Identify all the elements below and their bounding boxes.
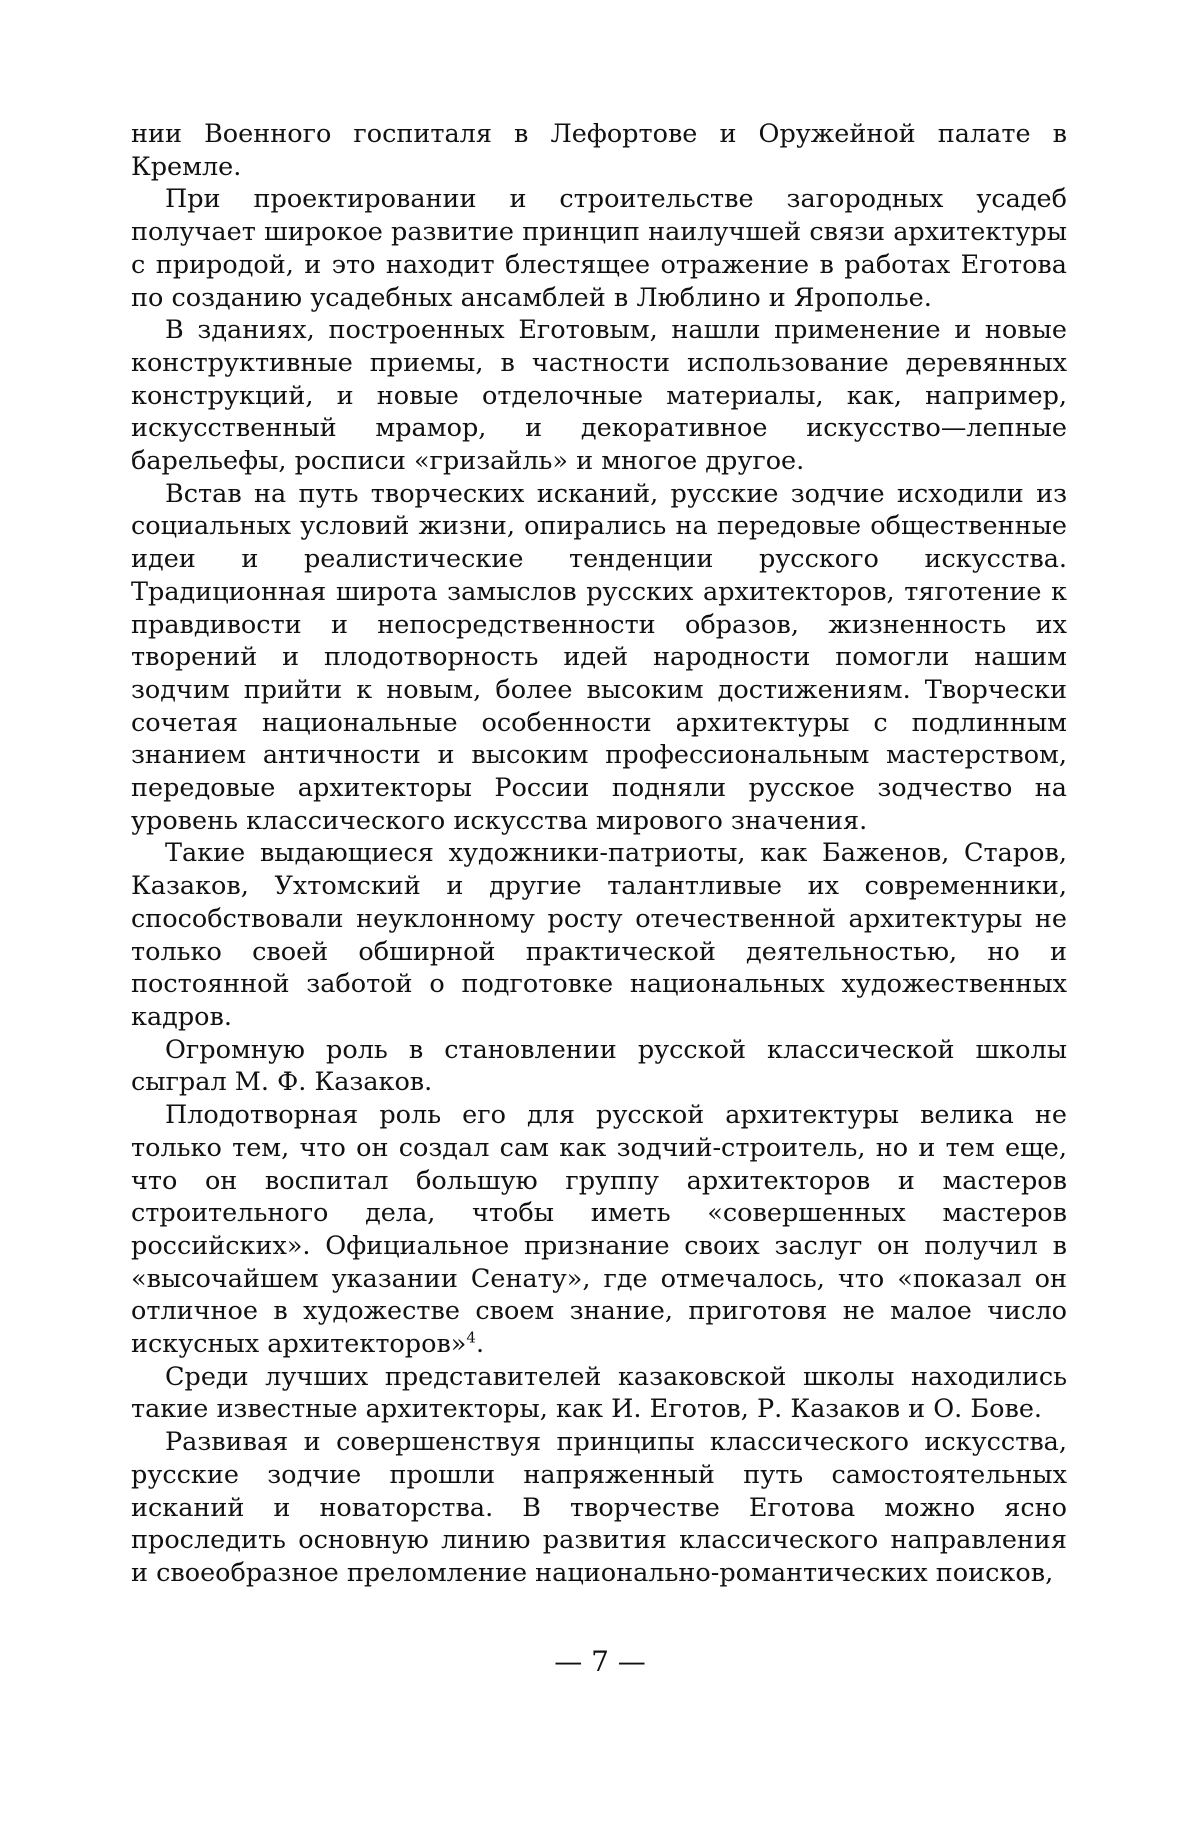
paragraph-7 xyxy=(131,1099,1067,1361)
page-number: — 7 — xyxy=(554,1645,646,1678)
paragraph-9: Развивая и совершенствуя принципы классического искусства, русские зодчие прошли напряженный путь самостоятельных исканий и новаторства. В творчестве Еготова можно ясно проследить основную линию развития классического направления и своеобразное преломление национально-романтических поисков, xyxy=(131,1427,1067,1588)
paragraph-7-end: . xyxy=(475,1329,485,1360)
paragraph-5: Такие выдающиеся художники-патриоты, как Баженов, Старов, Казаков, Ухтомский и другие талантливые их современники, способствовали неуклонному росту отечественной архитектуры не только своей обширной практической деятельностью, но и постоянной заботой о подготовке национальных художественных кадров. xyxy=(131,838,1067,1032)
paragraph-1: нии Военного госпиталя в Лефортове и Оружейной палате в Кремле. xyxy=(131,119,1067,182)
paragraph-8: Среди лучших представителей казаковской школы находились такие известные архитекторы, как И. Еготов, Р. Казаков и О. Бове. xyxy=(131,1361,1067,1425)
paragraph-6: Огромную роль в становлении русской классической школы сыграл М. Ф. Казаков. xyxy=(131,1034,1067,1098)
body-text xyxy=(131,118,1067,1590)
paragraph-3: В зданиях, построенных Еготовым, нашли применение и новые конструктивные приемы, в частности использование деревянных конструкций, и новые отделочные материалы, как, например, искусственный мрамор, и декоративное искусство—лепные барельефы, росписи «гризайль» и многое другое. xyxy=(131,315,1067,477)
footnote-marker[interactable]: 4 xyxy=(466,1328,476,1347)
paragraph-4: Встав на путь творческих исканий, русские зодчие исходили из социальных условий жизни, опирались на передовые общественные идеи и реалистические тенденции русского искусства. Традиционная широта замыслов русских архитекторов, тяготение к правдивости и непосредственности образов, жизненность их творений и плодотворность идей народности помогли нашим зодчим прийти к новым, более высоким достижениям. Творчески сочетая национальные особенности архитектуры с подлинным знанием античности и высоким профессиональным мастерством, передовые архитекторы России подняли русское зодчество на уровень классического искусства мирового значения. xyxy=(131,478,1067,836)
paragraph-7-text: Плодотворная роль его для русской архитектуры велика не только тем, что он создал сам как зодчий-строитель, но и тем еще, что он воспитал большую группу архитекторов и мастеров строительного дела, чтобы иметь «совершенных мастеров российских». Официальное признание своих заслуг он получил в «высочайшем указании Сенату», где отмечалось, что «показал он отличное в художестве своем знание, приготовя не малое число искусных архитекторов» xyxy=(131,1100,1067,1360)
paragraph-2: При проектировании и строительстве загородных усадеб получает широкое развитие принцип наилучшей связи архитектуры с природой, и это находит блестящее отражение в работах Еготова по созданию усадебных ансамблей в Люблино и Ярополье. xyxy=(131,184,1067,313)
